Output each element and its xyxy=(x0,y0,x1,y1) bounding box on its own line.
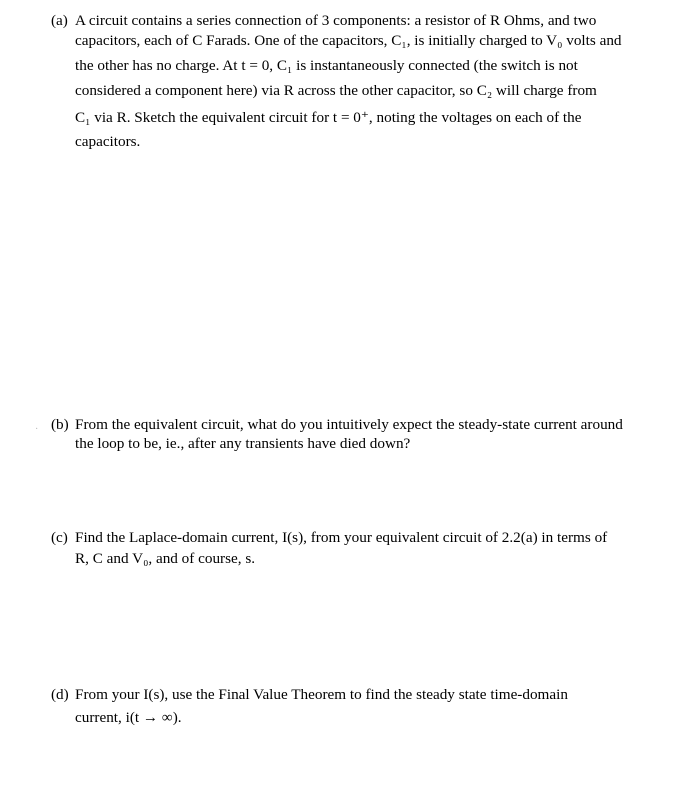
question-a-line-3: the other has no charge. At t = 0, C₁ is instantaneously connected (the switch is not xyxy=(75,57,578,74)
question-d-line-2: current, i(t → ∞). xyxy=(75,709,182,726)
question-a-line-2: capacitors, each of C Farads. One of the capacitors, C₁, is initially charged to V₀ volts and xyxy=(75,32,622,49)
question-b-label: (b) xyxy=(51,416,69,433)
question-d-line-1: From your I(s), use the Final Value Theorem to find the steady state time-domain xyxy=(75,686,568,703)
question-a-line-1: A circuit contains a series connection of 3 components: a resistor of R Ohms, and two xyxy=(75,12,597,29)
question-a-line-4: considered a component here) via R across the other capacitor, so C₂ will charge from xyxy=(75,82,597,99)
question-a-label: (a) xyxy=(51,12,68,29)
question-c-line-2: R, C and V₀, and of course, s. xyxy=(75,550,256,567)
question-c-label: (c) xyxy=(51,529,68,546)
question-d-label: (d) xyxy=(51,686,69,703)
question-a-line-6: capacitors. xyxy=(75,133,141,150)
question-b-line-1: From the equivalent circuit, what do you intuitively expect the steady-state current around xyxy=(75,416,623,433)
question-c-line-1: Find the Laplace-domain current, I(s), from your equivalent circuit of 2.2(a) in terms of xyxy=(75,529,608,546)
question-b-line-2: the loop to be, ie., after any transients have died down? xyxy=(75,435,411,452)
margin-mark: · xyxy=(35,424,39,435)
question-a-line-5: C₁ via R. Sketch the equivalent circuit for t = 0⁺, noting the voltages on each of the xyxy=(75,109,582,126)
